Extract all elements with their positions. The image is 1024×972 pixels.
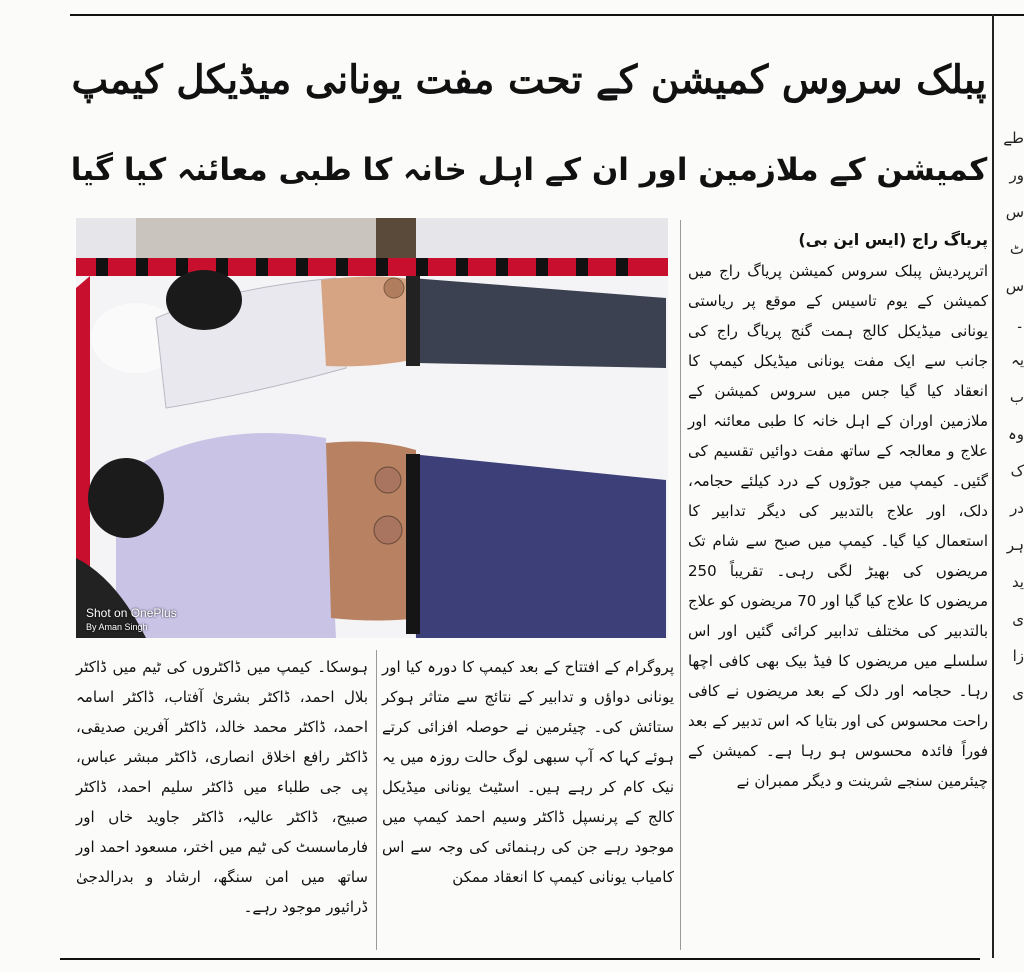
adjacent-column-fragment: طے ور س ٹ س ۔ یہ ب وہ ک در ہر ید ی زا ی <box>1003 129 1024 702</box>
photo-credit: Shot on OnePlus By Aman Singh <box>86 606 177 632</box>
article-paragraph: اترپردیش پبلک سروس کمیشن پریاگ راج میں کمیشن کے یوم تاسیس کے موقع پر ریاستی یونانی میڈیکل کالج ہمت گنج پریاگ راج کی جانب سے ایک مفت یونانی میڈیکل کیمپ کا انعقاد کیا گیا جس میں سروس کمیشن کے ملازمین اوران کے اہل خانہ کا طبی معائنہ اور علاج و معالجہ کے ساتھ مفت دوائیں تقسیم کی گئیں۔ کیمپ میں جوڑوں کے درد کیلئے حجامہ، دلک، اور علاج بالتدبیر کی دیگر تدابیر کا استعمال کیا گیا۔ کیمپ میں صبح سے شام تک مریضوں کی بھیڑ لگی رہی۔ تقریباً 250 مریضوں کا علاج کیا گیا اور 70 مریضوں کو علاج بالتدبیر کی مختلف تدابیر کرائی گئیں اور اس سلسلے میں مریضوں کا فیڈ بیک بھی کافی اچھا رہا۔ حجامہ اور دلک کے بعد مریضوں نے کافی راحت محسوس کی اور بتایا کہ اس تدبیر کے بعد فوراً فائدہ محسوس ہو رہا ہے۔ کمیشن کے چیئرمین سنجے شرینت و دیگر ممبران نے <box>688 262 988 790</box>
article-column-1 <box>688 224 988 796</box>
column-rule <box>992 14 994 958</box>
patients-cupping-photo <box>76 218 668 638</box>
dateline: پریاگ راج (ایس این بی) <box>798 230 988 249</box>
news-photo <box>76 218 668 638</box>
article-column-2 <box>382 652 674 892</box>
column-divider <box>680 220 681 950</box>
column-divider <box>376 650 377 950</box>
article-column-3 <box>76 652 368 922</box>
headline: پبلک سروس کمیشن کے تحت مفت یونانی میڈیکل کیمپ <box>71 57 987 103</box>
top-rule <box>70 14 1024 16</box>
bottom-rule <box>60 958 980 960</box>
subheadline: کمیشن کے ملازمین اور ان کے اہل خانہ کا طبی معائنہ کیا گیا <box>70 152 988 188</box>
article-paragraph: پروگرام کے افتتاح کے بعد کیمپ کا دورہ کیا اور یونانی دواؤں و تدابیر کے نتائج سے متاثر ہوکر ستائش کی۔ چیئرمین نے حوصلہ افزائی کرتے ہوئے کہا کہ آپ سبھی لوگ حالت روزہ میں یہ نیک کام کر رہے ہیں۔ اسٹیٹ یونانی میڈیکل کالج کے پرنسپل ڈاکٹر وسیم احمد کیمپ میں موجود رہے جن کی رہنمائی کی وجہ سے اس کامیاب یونانی کیمپ کا انعقاد ممکن <box>382 658 674 886</box>
article-paragraph: ہوسکا۔ کیمپ میں ڈاکٹروں کی ٹیم میں ڈاکٹر بلال احمد، ڈاکٹر بشریٰ آفتاب، ڈاکٹر اسامہ احمد، ڈاکٹر محمد خالد، ڈاکٹر آفرین صدیقی، ڈاکٹر رافع اخلاق انصاری، ڈاکٹر مبشر عباس، پی جی طلباء میں ڈاکٹر سلیم احمد، ڈاکٹر صبیح، ڈاکٹر عالیہ، ڈاکٹر جاوید خاں اور فارماسسٹ کی ٹیم میں اختر، مسعود احمد اور ساتھ میں امن سنگھ، ارشاد و بدرالدجیٰ ڈرائیور موجود رہے۔ <box>76 658 368 916</box>
